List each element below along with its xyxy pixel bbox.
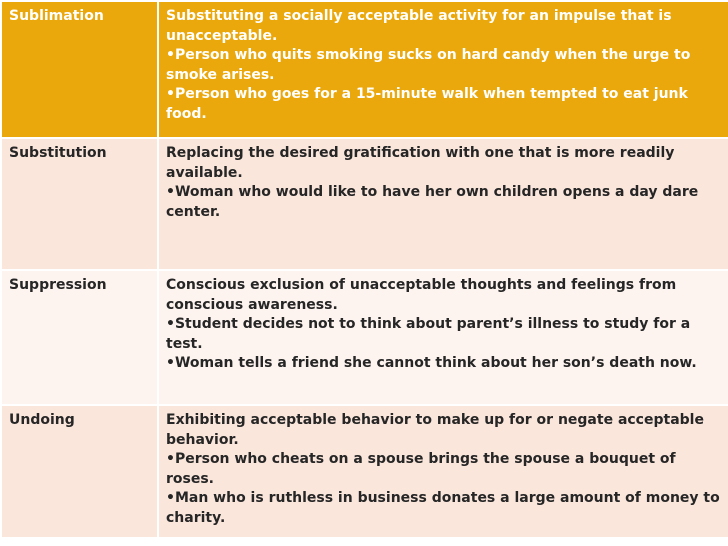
example-item: •Person who cheats on a spouse brings the spouse a bouquet of roses. [166,451,676,487]
table-row [1,405,728,538]
example-item: •Person who quits smoking sucks on hard candy when the urge to smoke arises. [166,47,691,83]
table-row [1,1,728,138]
description-cell [158,270,728,405]
example-item: •Man who is ruthless in business donates a large amount of money to charity. [166,490,720,526]
term-label: Sublimation [9,8,104,24]
table-row [1,138,728,270]
definition-text: Conscious exclusion of unacceptable thoughts and feelings from conscious awareness. [166,277,677,313]
definition-text: Exhibiting acceptable behavior to make up for or negate acceptable behavior. [166,412,704,448]
term-label: Undoing [9,412,75,428]
example-item: •Student decides not to think about parent’s illness to study for a test. [166,316,691,352]
term-cell [1,1,158,138]
description-cell [158,405,728,538]
term-label: Substitution [9,145,107,161]
description-cell [158,138,728,270]
definition-text: Substituting a socially acceptable activity for an impulse that is unacceptable. [166,8,672,44]
term-cell [1,270,158,405]
term-label: Suppression [9,277,107,293]
term-cell [1,138,158,270]
table-row [1,270,728,405]
description-cell [158,1,728,138]
example-item: •Person who goes for a 15-minute walk when tempted to eat junk food. [166,86,688,122]
example-item: •Woman who would like to have her own children opens a day dare center. [166,184,699,220]
definition-text: Replacing the desired gratification with one that is more readily available. [166,145,675,181]
example-item: •Woman tells a friend she cannot think about her son’s death now. [166,355,697,371]
term-cell [1,405,158,538]
